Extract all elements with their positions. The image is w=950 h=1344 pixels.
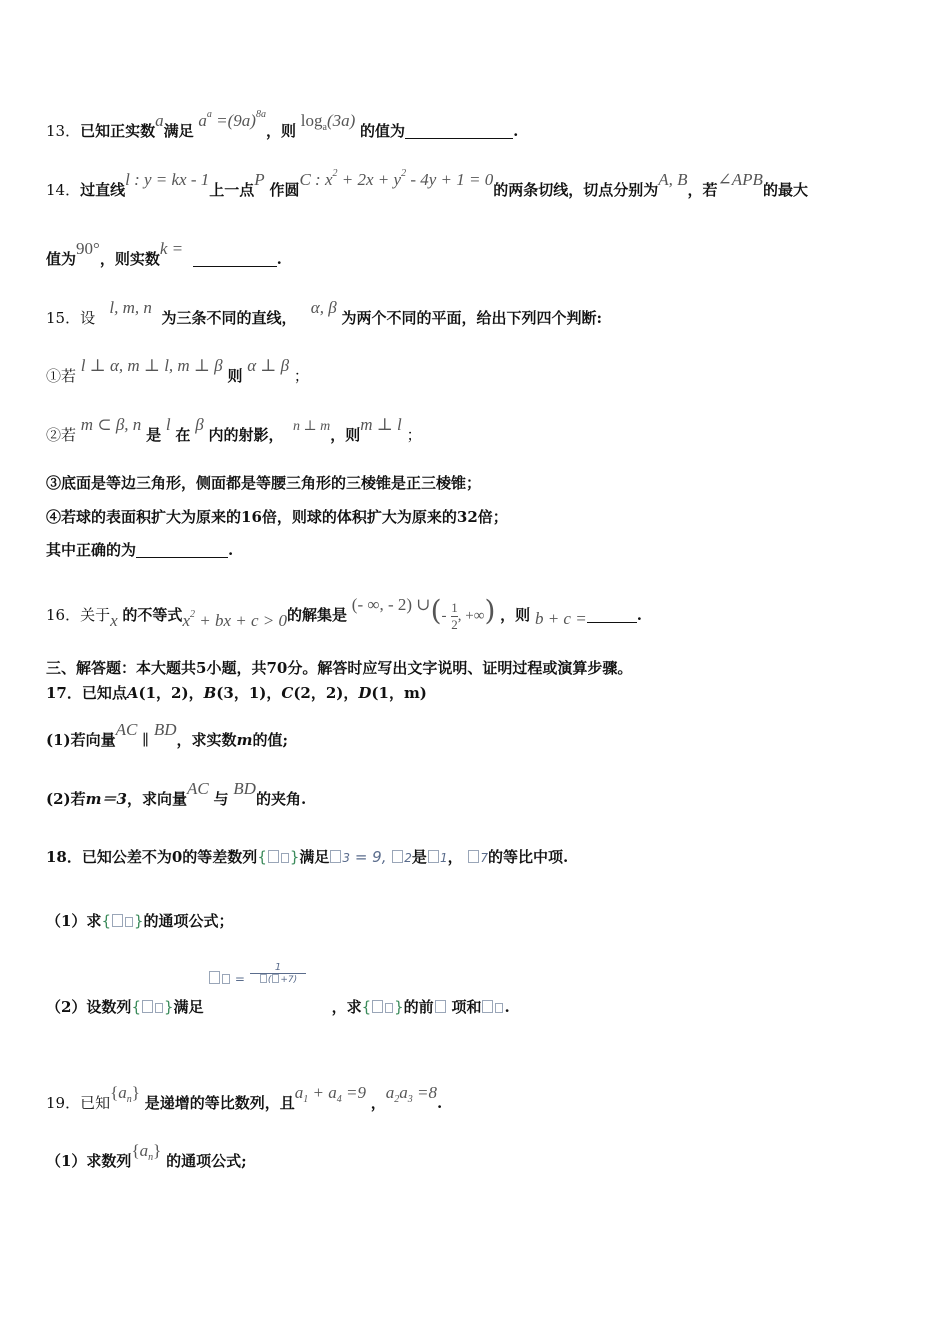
q14-angle: ∠APB (717, 170, 763, 189)
q15-statement-2: ②若 m ⊂ β, n 是 l 在 β 内的射影， n ⊥ m，则m ⊥ l ； (46, 415, 422, 444)
q13: 13．已知正实数a满足 $a^a =(9a)^{8a}$，则 $\log_a(3a)$ 的值为 . (46, 109, 519, 140)
q14-circle-equation: C : $x^2 + 2x + y^2 - 4y + 1 = 0$ (299, 168, 494, 189)
q14-answer-blank (193, 250, 277, 267)
q16-answer-blank (587, 606, 637, 623)
q17-part-2: (2)若m＝3，求向量AC 与 BD的夹角. (46, 779, 307, 808)
q14-cont: 值为90°，则实数k = . (46, 239, 282, 268)
q18-bn-fraction: 1 ( +7) (250, 962, 306, 985)
q15-statement-3: ③底面是等边三角形，侧面都是等腰三角形的三棱锥是正三棱锥； (46, 474, 482, 492)
q15-answer-blank (136, 541, 228, 558)
q16: 16．关于x 的不等式$x^2$ + bx + c > 0的解集是 (- ∞, - 2) ∪(- $\frac{1}{2}$ , +∞) ，则 b + c = . (46, 594, 642, 632)
q19-sequence-an: $\{a_n\}$ (110, 1083, 140, 1105)
q15-statement-4: ④若球的表面积扩大为原来的16倍，则球的体积扩大为原来的32倍； (46, 508, 508, 526)
q18-bn-formula: = (208, 968, 245, 990)
q18-part-2: （2）设数列{ }满足 ，求{ }的前 项和 . (46, 998, 510, 1016)
q14-degree: 90° (76, 239, 100, 258)
q15-statement-1: ①若 l ⊥ α, m ⊥ l, m ⊥ β 则 α ⊥ β ； (46, 356, 309, 385)
q14-line-equation: l : y = kx - 1 (125, 170, 210, 189)
q13-answer-blank (405, 122, 513, 139)
q17: 17．已知点A(1，2)，B(3，1)，C(2，2)，D(1，m) (46, 684, 427, 702)
q18: 18．已知公差不为0的等差数列{ }满足 3 = 9, 2是 1， 7的等比中项. (46, 848, 569, 866)
q16-inequality: $x^2$ + bx + c > 0 (182, 609, 287, 630)
q14: 14．过直线l : y = kx - 1上一点P 作圆C : $x^2 + 2x + y^2 - 4y + 1 = 0$的两条切线，切点分别为A, B，若∠APB的最大 (46, 168, 808, 199)
q15-answer: 其中正确的为 . (46, 541, 234, 559)
vector-bd: BD (153, 720, 177, 739)
section-3-heading: 三、解答题：本大题共5小题，共70分。解答时应写出文字说明、证明过程或演算步骤。 (46, 659, 633, 677)
q15: 15．设 l, m, n 为三条不同的直线， α, β 为两个不同的平面，给出下列四个判断: (46, 298, 602, 327)
q13-log-expression: $\log_a(3a)$ (300, 111, 356, 133)
q13-equation: $a^a =(9a)^{8a}$ (198, 109, 266, 130)
q19-equation-1: $a_1 + a_4 =9$ (294, 1083, 366, 1105)
vector-ac: AC (115, 720, 138, 739)
q16-fraction: $\frac{1}{2}$ (451, 599, 458, 632)
q19-part-1: （1）求数列$\{a_n\}$ 的通项公式; (46, 1141, 247, 1170)
q18-part-1: （1）求{ }的通项公式； (46, 912, 234, 930)
q19-equation-2: $a_2a_3 =8$ (385, 1083, 437, 1105)
q13-number: 13． (46, 122, 81, 140)
q19: 19．已知$\{a_n\}$ 是递增的等比数列，且$a_1 + a_4 =9$ ，$a_2a_3 =8$. (46, 1083, 443, 1112)
q16-solution-set: (- ∞, - 2) ∪ (351, 595, 431, 614)
q17-part-1: (1)若向量AC ∥ BD，求实数m的值; (46, 720, 288, 749)
q13-var-a: a (155, 111, 164, 130)
